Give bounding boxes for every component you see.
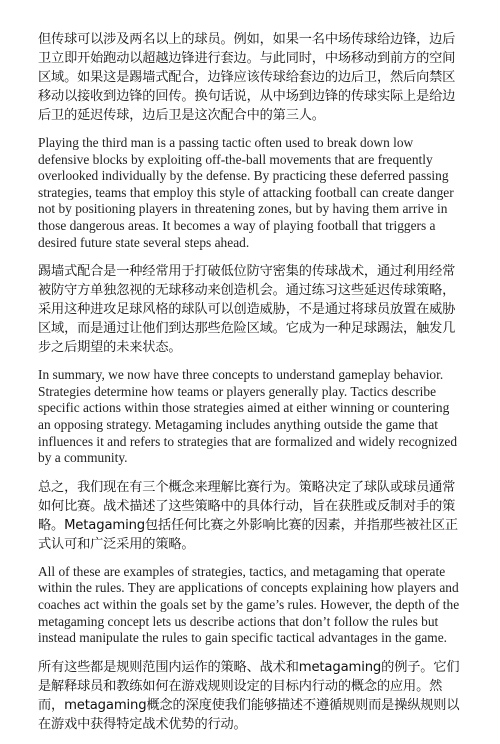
paragraph-zh-3: 总之，我们现在有三个概念来理解比赛行为。策略决定了球队或球员通常如何比赛。战术描述了这些策略中的具体行动，旨在获胜或反制对手的策略。Metagaming包括任何比赛之外影响比赛的因素，并指那些被社区正式认可和广泛采用的策略。	[38, 479, 458, 552]
paragraph-zh-4: 所有这些都是规则范围内运作的策略、战术和metagaming的例子。它们是解释球员和教练如何在游戏规则设定的目标内行动的概念的应用。然而，metagaming概念的深度使我们能够描述不遵循规则而是操纵规则以在游戏中获得特定战术优势的行动。	[38, 659, 460, 732]
document-page	[38, 30, 464, 744]
paragraph-en-1: Playing the third man is a passing tactic often used to break down low defensive blocks by exploiting off-the-ball movements that are frequently overlooked individually by the defense. By practicing these deferred passing strategies, teams that employ this style of attacking football can create danger not by positioning players in threatening zones, but by having them arrive in those dangerous areas. It becomes a way of playing football that triggers a desired future state several steps ahead.	[38, 135, 454, 250]
paragraph-en-3: All of these are examples of strategies, tactics, and metagaming that operate within the rules. They are applications of concepts explaining how players and coaches act within the goals set by the game’s rules. However, the depth of the metagaming concept lets us describe actions that don’t follow the rules but instead manipulate the rules to gain specific tactical advantages in the game.	[38, 563, 460, 646]
paragraph-zh-2: 踢墙式配合是一种经常用于打破低位防守密集的传球战术，通过利用经常被防守方单独忽视的无球移动来创造机会。通过练习这些延迟传球策略，采用这种进攻足球风格的球队可以创造威胁，不是通过将球员放置在威胁区域，而是通过让他们到达那些危险区域。它成为一种足球踢法，触发几步之后期望的未来状态。	[38, 264, 456, 356]
paragraph-en-2: In summary, we now have three concepts to understand gameplay behavior. Strategies determine how teams or players generally play. Tactics describe specific actions within those strategies aimed at either winning or countering an opposing strategy. Metagaming includes anything outside the game that influences it and refers to strategies that are formalized and widely recognized by a community.	[38, 367, 458, 466]
paragraph-zh-1: 但传球可以涉及两名以上的球员。例如，如果一名中场传球给边锋，边后卫立即开始跑动以超越边锋进行套边。与此同时，中场移动到前方的空间区域。如果这是踢墙式配合，边锋应该传球给套边的边后卫，然后向禁区移动以接收到边锋的回传。换句话说，从中场到边锋的传球实际上是给边后卫的延迟传球，边后卫是这次配合中的第三人。	[38, 32, 456, 123]
